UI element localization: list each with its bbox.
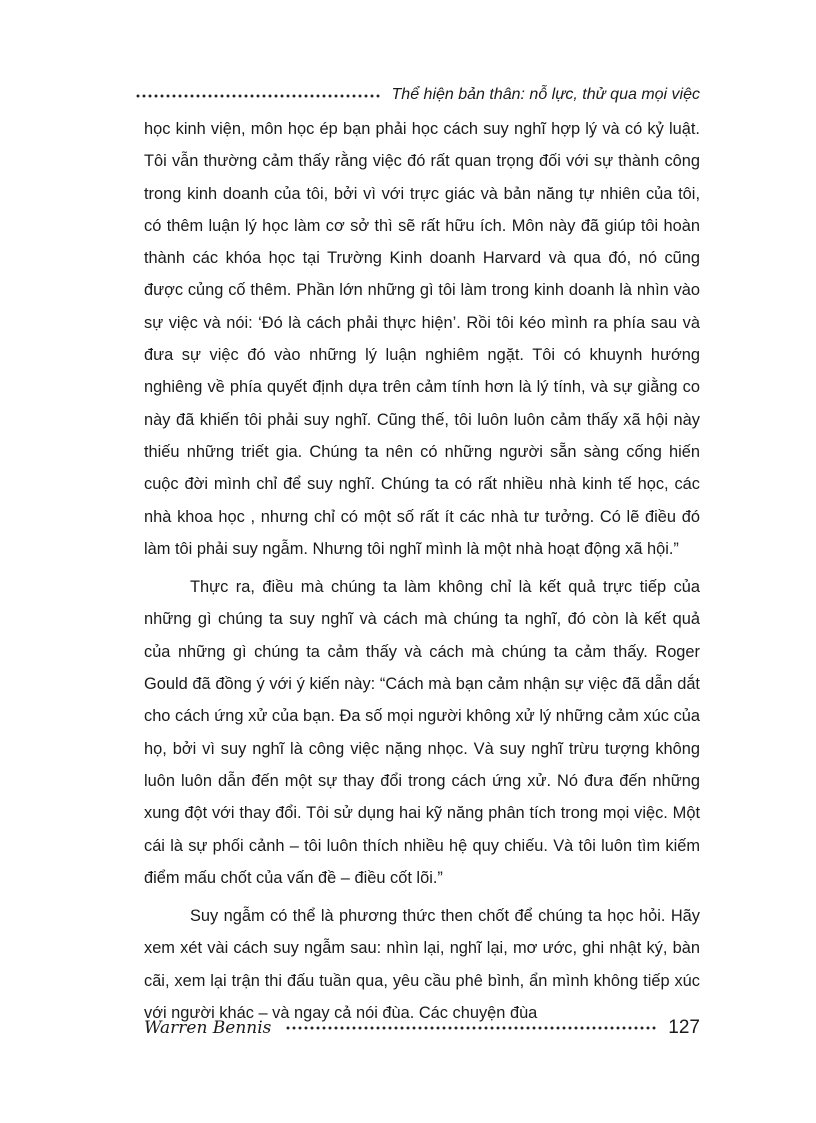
- footer-author: Warren Bennis: [144, 1018, 272, 1038]
- page-number: 127: [668, 1017, 700, 1038]
- footer-dotted-leader: [285, 1024, 656, 1032]
- header-dotted-leader: [135, 92, 382, 100]
- body-text: [144, 113, 700, 1029]
- running-footer: [144, 1013, 700, 1043]
- paragraph: Suy ngẫm có thể là phương thức then chốt để chúng ta học hỏi. Hãy xem xét vài cách suy ngẫm sau: nhìn lại, nghĩ lại, mơ ước, ghi nhật ký, bàn cãi, xem lại trận thi đấu tuần qua, yêu cầu phê bình, ẩn mình không tiếp xúc với người khác – và ngay cả nói đùa. Các chuyện đùa: [144, 907, 700, 1023]
- running-header: [135, 78, 700, 104]
- running-header-title: Thể hiện bản thân: nỗ lực, thử qua mọi việc: [391, 86, 700, 103]
- paragraph: Thực ra, điều mà chúng ta làm không chỉ là kết quả trực tiếp của những gì chúng ta suy nghĩ và cách mà chúng ta nghĩ, đó còn là kết quả của những gì chúng ta cảm thấy và cách mà chúng ta cảm thấy. Roger Gould đã đồng ý với ý kiến này: “Cách mà bạn cảm nhận sự việc đã dẫn dắt cho cách ứng xử của bạn. Đa số mọi người không xử lý những cảm xúc của họ, bởi vì suy nghĩ là công việc nặng nhọc. Và suy nghĩ trừu tượng không luôn luôn dẫn đến một sự thay đổi trong cách ứng xử. Nó đưa đến những xung đột với thay đổi. Tôi sử dụng hai kỹ năng phân tích trong mọi việc. Một cái là sự phối cảnh – tôi luôn thích nhiều hệ quy chiếu. Và tôi luôn tìm kiếm điểm mấu chốt của vấn đề – điều cốt lõi.”: [144, 578, 700, 887]
- paragraph-continuation: học kinh viện, môn học ép bạn phải học cách suy nghĩ hợp lý và có kỷ luật. Tôi vẫn thường cảm thấy rằng việc đó rất quan trọng đối với sự thành công trong kinh doanh của tôi, bởi vì với trực giác và bản năng tự nhiên của tôi, có thêm luận lý học làm cơ sở thì sẽ rất hữu ích. Môn này đã giúp tôi hoàn thành các khóa học tại Trường Kinh doanh Harvard và qua đó, nó cũng được củng cố thêm. Phần lớn những gì tôi làm trong kinh doanh là nhìn vào sự việc và nói: ‘Đó là cách phải thực hiện’. Rồi tôi kéo mình ra phía sau và đưa sự việc đó vào những lý luận nghiêm ngặt. Tôi có khuynh hướng nghiêng về phía quyết định dựa trên cảm tính hơn là lý tính, và sự giằng co này đã khiến tôi phải suy nghĩ. Cũng thế, tôi luôn luôn cảm thấy xã hội này thiếu những triết gia. Chúng ta nên có những người sẵn sàng cống hiến cuộc đời mình chỉ để suy nghĩ. Chúng ta có rất nhiều nhà kinh tế học, các nhà khoa học , nhưng chỉ có một số rất ít các nhà tư tưởng. Có lẽ điều đó làm tôi phải suy ngẫm. Nhưng tôi nghĩ mình là một nhà hoạt động xã hội.”: [144, 120, 700, 558]
